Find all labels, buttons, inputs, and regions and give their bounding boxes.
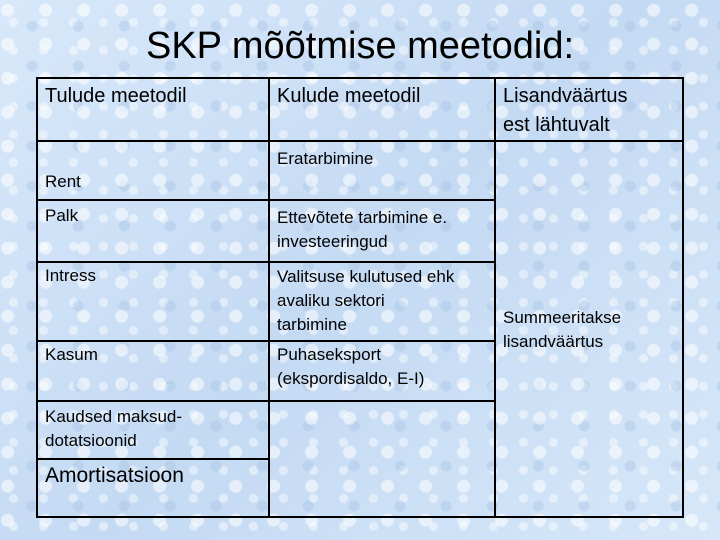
expenditure-net-exports-line1: Puhaseksport [277, 345, 381, 364]
expenditure-net-exports-line2: (ekspordisaldo, E-I) [277, 369, 425, 388]
expenditure-government-line2: avaliku sektori [277, 291, 385, 310]
table-border-left [36, 77, 38, 518]
header-expenditure-method: Kulude meetodil [277, 85, 421, 107]
income-profit: Kasum [45, 345, 98, 364]
expenditure-consumption: Eratarbimine [277, 149, 374, 168]
gdp-methods-table [36, 77, 684, 518]
row-divider-valitsus [268, 340, 496, 342]
expenditure-government-line3: tarbimine [277, 315, 347, 334]
header-income-method: Tulude meetodil [45, 85, 187, 107]
header-value-added-line2: est lähtuvalt [503, 114, 610, 136]
table-border-bottom [36, 516, 684, 518]
table-border-right [682, 77, 684, 518]
income-rent: Rent [45, 172, 81, 191]
row-divider-kaudsed [36, 458, 270, 460]
income-wages: Palk [45, 206, 79, 225]
row-divider-rent [36, 199, 270, 201]
row-divider-puhaseksport [268, 400, 496, 402]
header-value-added-line1: Lisandväärtus [503, 85, 628, 107]
row-divider-intress [36, 340, 270, 342]
income-indirect-taxes-line1: Kaudsed maksud- [45, 407, 183, 426]
income-interest: Intress [45, 266, 97, 285]
column-divider-1 [268, 77, 270, 518]
income-indirect-taxes-line2: dotatsioonid [45, 431, 137, 450]
page-title: SKP mõõtmise meetodid: [145, 25, 575, 67]
row-divider-kasum [36, 400, 270, 402]
value-added-sum-line2: lisandväärtus [503, 332, 604, 351]
value-added-sum-line1: Summeeritakse [503, 308, 622, 327]
row-divider-investeeringud [268, 261, 496, 263]
header-divider [36, 140, 684, 142]
expenditure-investment-line2: investeeringud [277, 232, 388, 251]
expenditure-investment-line1: Ettevõtete tarbimine e. [277, 208, 448, 227]
table-border-top [36, 77, 684, 79]
expenditure-government-line1: Valitsuse kulutused ehk [277, 267, 455, 286]
column-divider-2 [494, 77, 496, 518]
row-divider-eratarbimine [268, 199, 496, 201]
income-depreciation: Amortisatsioon [45, 464, 184, 487]
row-divider-palk [36, 261, 270, 263]
